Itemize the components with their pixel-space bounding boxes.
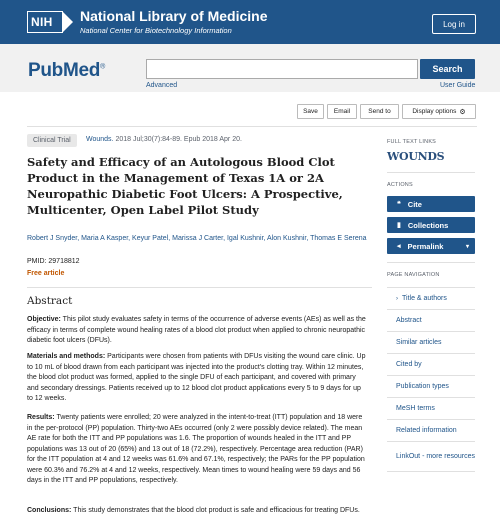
save-button[interactable]: Save xyxy=(297,104,324,119)
collections-button[interactable] xyxy=(387,217,475,233)
gear-icon: ⚙ xyxy=(459,108,466,116)
chevron-right-icon: › xyxy=(396,295,398,302)
journal-name-link[interactable]: Wounds. xyxy=(86,136,114,143)
wounds-journal-logo[interactable]: WOUNDS xyxy=(387,150,445,163)
clinical-trial-badge: Clinical Trial xyxy=(27,134,77,147)
cite-button[interactable] xyxy=(387,196,475,212)
ncbi-subtitle: National Center for Biotechnology Information xyxy=(80,26,232,35)
citation-text: 2018 Jul;30(7):84-89. Epub 2018 Apr 20. xyxy=(113,136,242,143)
nav-item-label: Title & authors xyxy=(402,295,447,302)
nav-item-abstract[interactable]: Abstract xyxy=(387,310,475,332)
nav-item-mesh-terms[interactable]: MeSH terms xyxy=(387,398,475,420)
objective-text: This pilot study evaluates safety in terms of the occurrence of adverse events (AEs) as well as the efficacy in terms of complete wound healing rates of a blood clot product when applied to chronic neuropathic diabetic foot ulcers (DFUs). xyxy=(27,316,366,344)
conclusions-label: Conclusions: xyxy=(27,507,72,514)
display-options-label: Display options xyxy=(412,108,457,115)
page-navigation-list xyxy=(387,287,475,472)
authors-list[interactable]: Robert J Snyder, Maria A Kasper, Keyur Patel, Marissa J Carter, Igal Kushnir, Alon Kushnir, Thomas E Serena xyxy=(27,235,367,242)
journal-citation xyxy=(86,136,242,143)
nav-item-cited-by[interactable]: Cited by xyxy=(387,354,475,376)
nav-item-title-authors[interactable] xyxy=(387,288,475,310)
results-label: Results: xyxy=(27,414,55,421)
nav-item-related-information[interactable]: Related information xyxy=(387,420,475,442)
sidebar-divider xyxy=(387,172,475,173)
abstract-divider xyxy=(27,287,372,288)
chevron-down-icon: ▾ xyxy=(465,243,469,250)
nih-logo-text: NIH xyxy=(31,15,53,29)
sidebar-divider xyxy=(387,262,475,263)
nav-item-similar-articles[interactable]: Similar articles xyxy=(387,332,475,354)
share-icon: ◂ xyxy=(397,243,401,250)
article-title: Safety and Efficacy of an Autologous Blood Clot Product in the Management of Texas 1A or 2A Neuropathic Diabetic Foot Ulcers: A Prospective, Multicenter, Open Label Pilot Study xyxy=(27,155,343,217)
permalink-label: Permalink xyxy=(407,241,444,251)
search-button[interactable]: Search xyxy=(420,59,475,79)
pubmed-logo[interactable] xyxy=(28,60,105,82)
advanced-search-link[interactable]: Advanced xyxy=(146,82,178,89)
conclusions-text: This study demonstrates that the blood clot product is safe and efficacious for treating DFUs. xyxy=(71,507,360,514)
methods-text: Participants were chosen from patients with DFUs visiting the wound care clinic. Up to 10 mL of blood drawn from each participant was injected into the product's clotting tray. Within 12 minutes, the blood clot product was formed, applied to the single DFU of each participant, and covered with primary and secondary dressings. Patients received up to 12 blood clot product applications every 5 to 9 days for up to 12 weeks. xyxy=(27,353,366,402)
actions-heading: ACTIONS xyxy=(387,182,413,188)
send-to-button[interactable]: Send to xyxy=(360,104,399,119)
registered-mark: ® xyxy=(100,63,105,71)
abstract-objective xyxy=(27,315,367,347)
toolbar-divider xyxy=(27,126,477,127)
abstract-results xyxy=(27,413,367,487)
abstract-heading: Abstract xyxy=(27,295,73,307)
full-text-links-heading: FULL TEXT LINKS xyxy=(387,139,437,145)
quote-icon: ❝ xyxy=(397,201,401,208)
nih-header xyxy=(0,0,500,44)
abstract-conclusions xyxy=(27,506,367,517)
results-text: Twenty patients were enrolled; 20 were analyzed in the intent-to-treat (ITT) population and 18 were in the per-protocol (PP) population. Thirty-two AEs occurred (only 2 were possibly device related). The mean AE rate for both the ITT and PP populations was 1.6. The proportion of wounds healed in the ITT and PP populations was 13 out of 20 (65%) and 13 out of 18 (72.2%), respectively. Percentage area reduction (PAR) for the ITT population at 4 and 12 weeks was 61.6% and 67.1%, respectively; the PARs for the PP population were 60.3% and 76.2% at 4 and 12 weeks, respectively. Mean times to wound healing were 59 days and 56 days in the ITT and PP populations, respectively. xyxy=(27,414,365,484)
abstract-methods xyxy=(27,352,367,405)
cite-label: Cite xyxy=(407,199,422,209)
free-article-badge: Free article xyxy=(27,270,65,277)
collections-label: Collections xyxy=(407,220,449,230)
methods-label: Materials and methods: xyxy=(27,353,106,360)
display-options-button[interactable] xyxy=(402,104,476,119)
email-button[interactable]: Email xyxy=(327,104,357,119)
bookmark-icon: ▮ xyxy=(397,222,401,229)
nih-logo[interactable] xyxy=(27,11,63,33)
nav-item-publication-types[interactable]: Publication types xyxy=(387,376,475,398)
page-navigation-heading: PAGE NAVIGATION xyxy=(387,272,440,278)
nlm-title[interactable]: National Library of Medicine xyxy=(80,8,268,24)
nih-logo-arrow-icon xyxy=(62,11,73,33)
objective-label: Objective: xyxy=(27,316,61,323)
pubmed-logo-pub: Pub xyxy=(28,60,63,81)
login-button[interactable]: Log in xyxy=(432,14,476,34)
permalink-button[interactable] xyxy=(387,238,475,254)
pubmed-logo-med: Med xyxy=(63,60,101,81)
user-guide-link[interactable]: User Guide xyxy=(440,82,476,89)
nav-item-linkout[interactable]: LinkOut - more resources xyxy=(387,442,475,472)
search-input[interactable] xyxy=(146,59,418,79)
pmid: PMID: 29718812 xyxy=(27,258,80,265)
